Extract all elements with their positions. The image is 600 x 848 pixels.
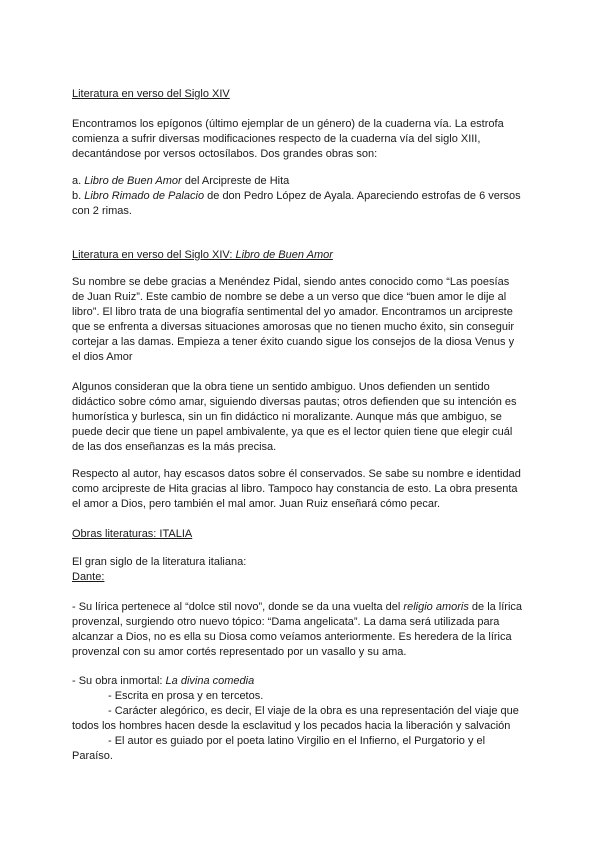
text-line: decantándose por versos octosílabos. Dos grandes obras son:	[72, 148, 378, 160]
text-line: cortejar a las damas. Empieza a tener éxito cuando sigue los consejos de la diosa Venus y	[72, 336, 515, 348]
work-title: Libro de Buen Amor	[84, 175, 182, 187]
text-line: como arcipreste de Hita gracias al libro. Tampoco hay constancia de esto. La obra presenta	[72, 483, 518, 495]
section2-paragraph-2	[72, 380, 532, 455]
text-line: Algunos consideran que la obra tiene un sentido ambiguo. Unos defienden un sentido	[72, 381, 490, 393]
text-line: Su nombre se debe gracias a Menéndez Pidal, siendo antes conocido como “Las poesías	[72, 276, 510, 288]
text-line: humorística y burlesca, sin un fin didáctico ni moralizante. Aunque más que ambiguo, se	[72, 411, 502, 423]
work-item-b: b. Libro Rimado de Palacio de don Pedro López de Ayala. Apareciendo estrofas de 6 versos	[72, 190, 521, 202]
dante-lirica-paragraph	[72, 600, 532, 660]
obra-line: - Su obra inmortal: La divina comedia	[72, 675, 255, 687]
work-title: La divina comedia	[165, 675, 255, 687]
text-line: comienza a sufrir diversas modificaciones respecto de la cuaderna vía del siglo XIII,	[72, 133, 481, 145]
obra-bullet-1: - Escrita en prosa y en tercetos.	[108, 690, 264, 702]
text-line: Respecto al autor, hay escasos datos sobre él conservados. Se sabe su nombre e identidad	[72, 468, 521, 480]
work-item-b-continued: con 2 rimas.	[72, 205, 132, 217]
section1-heading: Literatura en verso del Siglo XIV	[72, 88, 230, 100]
text-line: libro”. El libro trata de una biografía sentimental del yo amador. Encontramos un arcipreste	[72, 306, 513, 318]
text-line: el amor a Dios, pero también el mal amor. Juan Ruiz enseñará cómo pecar.	[72, 498, 441, 510]
intro-line: El gran siglo de la literatura italiana:	[72, 556, 247, 568]
italy-intro	[72, 555, 532, 585]
heading-title: Libro de Buen Amor	[235, 249, 333, 261]
section3-heading: Obras literaturas: ITALIA	[72, 528, 193, 540]
text-line: puede decir que tiene un papel ambivalente, ya que es el lector quien tiene que elegir cuál	[72, 426, 513, 438]
section1-paragraph	[72, 117, 532, 162]
text-line: de Juan Ruiz”. Este cambio de nombre se debe a un verso que dice “buen amor le dije al	[72, 291, 507, 303]
text-line: alcanzar a Dios, no es ella su Diosa como veíamos anteriormente. Es heredera de la lírica	[72, 631, 512, 643]
obra-bullet-3-continued: Paraíso.	[72, 750, 113, 762]
latin-term: religio amoris	[403, 601, 469, 613]
work-title: Libro Rimado de Palacio	[84, 190, 205, 202]
text-line: didáctico sobre cómo amar, siguiendo diversas pautas; otros defienden que su intención es	[72, 396, 517, 408]
obra-bullet-3: - El autor es guiado por el poeta latino Virgilio en el Infierno, el Purgatorio y el	[108, 735, 486, 747]
dante-subheading: Dante:	[72, 571, 105, 583]
text-line: de las dos enseñanzas es la más precisa.	[72, 441, 277, 453]
work-item-a: a. Libro de Buen Amor del Arcipreste de Hita	[72, 175, 290, 187]
section2-paragraph-3	[72, 467, 532, 512]
text-line: provenzal, surgiendo otro nuevo tópico: “Dama angelicata”. La dama será utilizada para	[72, 616, 500, 628]
text-line: Encontramos los epígonos (último ejemplar de un género) de la cuaderna vía. La estrofa	[72, 118, 504, 130]
text-line: - Su lírica pertenece al “dolce stil novo”, donde se da una vuelta del religio amoris de la lírica	[72, 601, 523, 613]
text-line: el dios Amor	[72, 351, 133, 363]
obra-bullet-2: - Carácter alegórico, es decir, El viaje de la obra es una representación del viaje que	[108, 705, 519, 717]
text-line: provenzal con su amor cortés representado por un vasallo y su ama.	[72, 646, 407, 658]
section2-paragraph-1	[72, 275, 532, 365]
text-line: que se enfrenta a diversas situaciones amorosas que no tienen mucho éxito, sin conseguir	[72, 321, 515, 333]
obra-bullet-2-continued: todos los hombres hacen desde la esclavitud y los pecados hacia la liberación y salvación	[72, 720, 511, 732]
section2-heading: Literatura en verso del Siglo XIV: Libro de Buen Amor	[72, 249, 333, 261]
works-list	[72, 174, 532, 219]
dante-obra-block	[72, 674, 532, 764]
